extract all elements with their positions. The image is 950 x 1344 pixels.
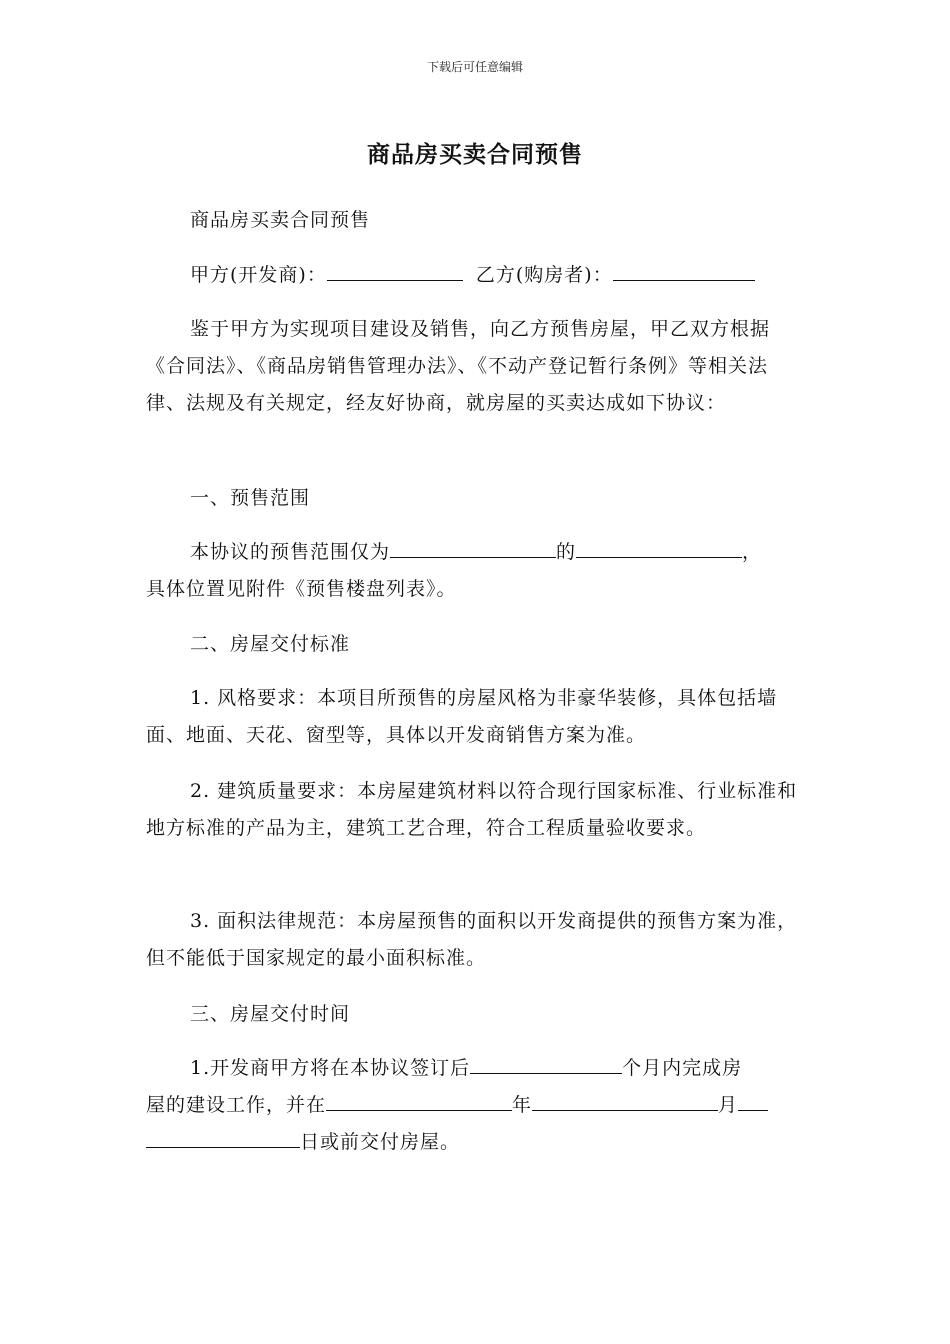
section-2-item-3-block	[146, 903, 806, 977]
s1-text-c: ，	[742, 541, 763, 563]
party-a-blank	[327, 260, 463, 281]
section-2-heading: 二、房屋交付标准	[190, 633, 351, 655]
section-1-paragraph	[146, 534, 806, 608]
day-blank-part-1	[738, 1090, 768, 1111]
section-2-item-1: 1. 风格要求：本项目所预售的房屋风格为非豪华装修，具体包括墙面、地面、天花、窗型等，具体以开发商销售方案为准。	[146, 687, 778, 746]
subtitle: 商品房买卖合同预售	[190, 209, 371, 231]
s3-year-label: 年	[512, 1094, 533, 1116]
parties-line	[146, 257, 826, 294]
party-b-blank	[613, 260, 755, 281]
s3-text-e: 日或前交付房屋。	[300, 1131, 461, 1153]
section-2-item-2: 2. 建筑质量要求：本房屋建筑材料以符合现行国家标准、行业标准和地方标准的产品为主，建筑工艺合理，符合工程质量验收要求。	[146, 780, 798, 839]
preamble: 鉴于甲方为实现项目建设及销售，向乙方预售房屋，甲乙双方根据《合同法》、《商品房销售管理办法》、《不动产登记暂行条例》等相关法律、法规及有关规定，经友好协商，就房屋的买卖达成如下协议：	[146, 318, 771, 414]
s3-text-b-2: 屋的建设工作，并在	[146, 1094, 327, 1116]
party-b-label: 乙方(购房者)：	[475, 264, 613, 286]
section-1-heading: 一、预售范围	[190, 487, 311, 509]
subtitle-paragraph	[146, 202, 806, 239]
section-2-item-1-block	[146, 680, 806, 754]
s3-text-b-1: 个月内完成房	[622, 1057, 743, 1079]
s1-text-a: 本协议的预售范围仅为	[190, 541, 391, 563]
section-2-item-3: 3. 面积法律规范：本房屋预售的面积以开发商提供的预售方案为准，但不能低于国家规定的最小面积标准。	[146, 910, 798, 969]
months-blank	[470, 1053, 622, 1074]
s3-text-a: 1.开发商甲方将在本协议签订后	[190, 1057, 471, 1079]
preamble-paragraph	[146, 311, 806, 422]
section-3-item-1-block	[146, 1050, 806, 1161]
month-blank	[532, 1090, 718, 1111]
year-blank	[326, 1090, 512, 1111]
party-a-label: 甲方(开发商)：	[190, 264, 327, 286]
day-blank-part-2	[146, 1127, 300, 1148]
section-2-heading-block	[146, 626, 806, 663]
section-2-item-2-block	[146, 773, 806, 847]
s3-month-label: 月	[718, 1094, 739, 1116]
range-blank-2	[576, 537, 742, 558]
s1-text-b: 的	[556, 541, 577, 563]
range-blank-1	[390, 537, 556, 558]
header-note: 下载后可任意编辑	[426, 60, 523, 74]
section-1-heading-block	[146, 480, 806, 517]
document-title: 商品房买卖合同预售	[367, 142, 583, 168]
section-3-heading-block	[146, 996, 806, 1033]
section-3-heading: 三、房屋交付时间	[190, 1003, 351, 1025]
s1-text-d: 具体位置见附件《预售楼盘列表》。	[146, 578, 457, 600]
